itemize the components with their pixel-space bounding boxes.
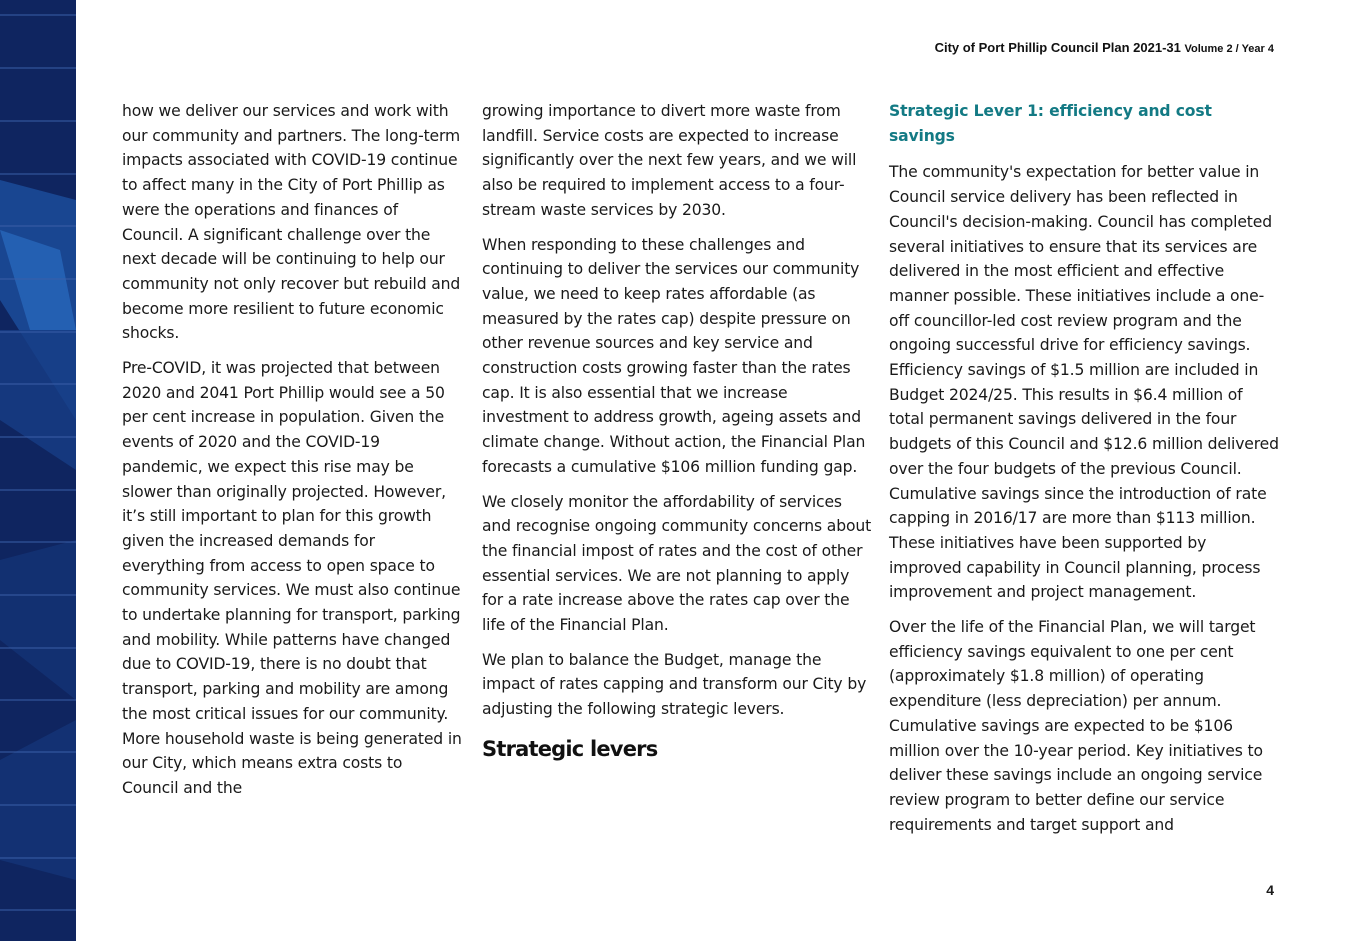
running-header [935,40,1274,55]
paragraph: Over the life of the Financial Plan, we will target efficiency savings equivalent to one per cent (approximately $1.8 million) of operating expenditure (less depreciation) per annum. Cumulative savings are expected to be $106 million over the 10-year period. Key initiatives to deliver these savings include an ongoing service review program to better define our service requirements and target support and [889,618,1263,834]
document-title: City of Port Phillip Council Plan 2021-31 [934,40,1181,55]
paragraph: When responding to these challenges and continuing to deliver the services our community value, we need to keep rates affordable (as measured by the rates cap) despite pressure on other revenue sources and key service and construction costs growing faster than the rates cap. It is also essential that we increase investment to address growth, ageing assets and climate change. Without action, the Financial Plan forecasts a cumulative $106 million funding gap. [482,235,866,476]
paragraph: how we deliver our services and work with our community and partners. The long-term impacts associated with COVID-19 continue to affect many in the City of Port Phillip as were the operations and finances of Council. A significant challenge over the next decade will be continuing to help our community not only recover but rebuild and become more resilient to future economic shocks. [122,102,461,343]
paragraph: growing importance to divert more waste from landfill. Service costs are expected to increase significantly over the next few years, and we will also be required to implement access to a four-stream waste services by 2030. [482,102,857,219]
decorative-sidebar [0,0,76,941]
paragraph: We closely monitor the affordability of services and recognise ongoing community concerns about the financial impost of rates and the cost of other essential services. We are not planning to apply for a rate increase above the rates cap over the life of the Financial Plan. [482,492,872,635]
paragraph: Pre-COVID, it was projected that between 2020 and 2041 Port Phillip would see a 50 per cent increase in population. Given the events of 2020 and the COVID-19 pandemic, we expect this rise may be slower than originally projected. However, it’s still important to plan for this growth given the increased demands for everything from access to open space to community services. We must also continue to undertake planning for transport, parking and mobility. While patterns have changed due to COVID-19, there is no doubt that transport, parking and mobility are among the most critical issues for our community. More household waste is being generated in our City, which means extra costs to Council and the [122,359,462,797]
subsection-heading: Strategic Lever 1: efficiency and cost savings [889,102,1212,145]
text-column-1 [122,99,462,811]
section-heading: Strategic levers [482,736,658,761]
paragraph: We plan to balance the Budget, manage the impact of rates capping and transform our City by adjusting the following strategic levers. [482,650,867,719]
text-column-2 [482,99,874,766]
page-number: 4 [1266,882,1274,898]
text-column-3 [889,99,1281,847]
document-volume: Volume 2 / Year 4 [1184,43,1274,55]
sidebar-pattern [0,0,76,941]
paragraph: The community's expectation for better value in Council service delivery has been reflected in Council's decision-making. Council has completed several initiatives to ensure that its services are delivered in the most efficient and effective manner possible. These initiatives include a one-off councillor-led cost review program and the ongoing successful drive for efficiency savings. Efficiency savings of $1.5 million are included in Budget 2024/25. This results in $6.4 million of total permanent savings delivered in the four budgets of this Council and $12.6 million delivered over the four budgets of the previous Council. Cumulative savings since the introduction of rate capping in 2016/17 are more than $113 million. These initiatives have been supported by improved capability in Council planning, process improvement and project management. [889,163,1279,602]
